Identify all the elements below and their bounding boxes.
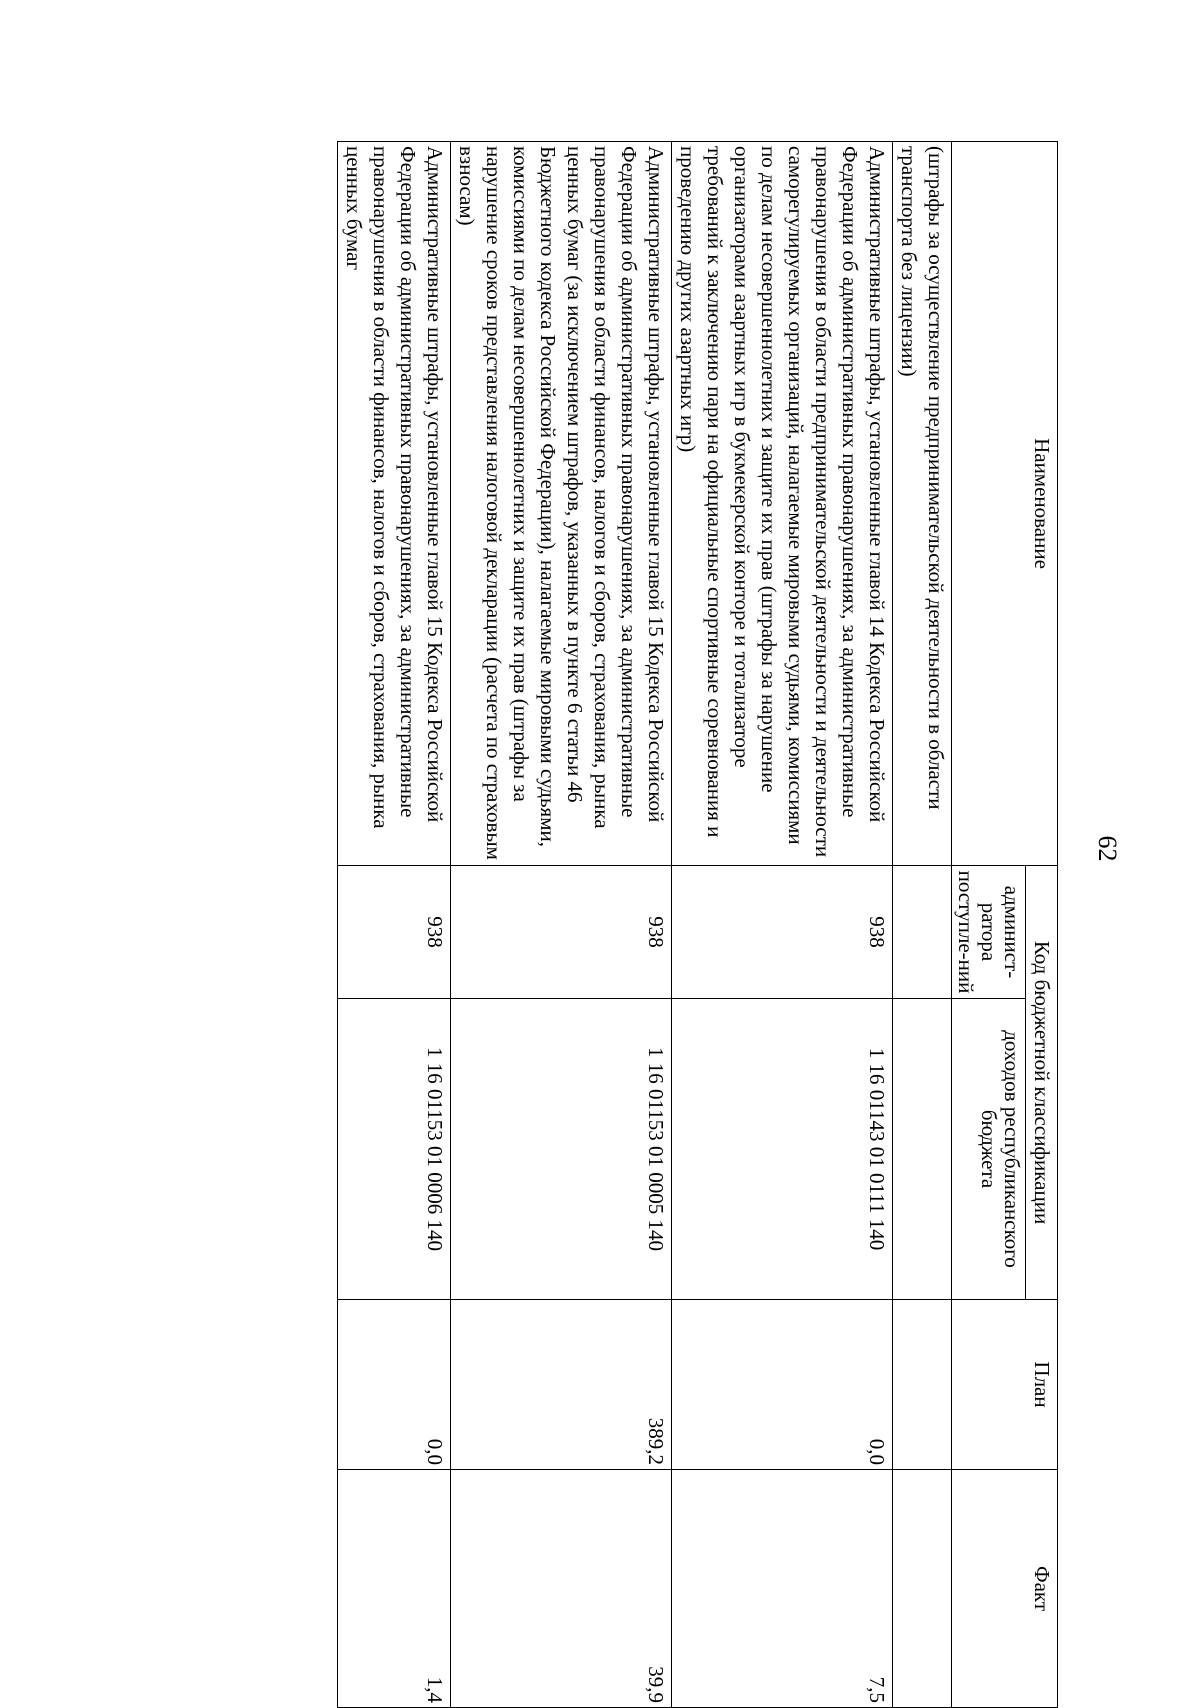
row-name: Административные штрафы, установленные главой 15 Кодекса Российской Федерации об административных правонарушениях, за административные правонарушения в области финансов, налогов и сборов, страхования, рынка ценных бумаг [338, 142, 451, 866]
table-row [451, 142, 672, 1708]
row-name: (штрафы за осуществление предпринимательской деятельности в области транспорта без лицензии) [893, 142, 952, 866]
header-fact: Факт [952, 1470, 1058, 1708]
row-admin-code [893, 866, 952, 999]
row-admin-code: 938 [451, 866, 672, 999]
row-fact: 39,9 [451, 1470, 672, 1708]
row-admin-code: 938 [672, 866, 893, 999]
header-row [1026, 142, 1058, 1708]
table-row [338, 142, 451, 1708]
header-admin: админист-ратора поступле-ний [952, 866, 1026, 999]
table-row [893, 142, 952, 1708]
budget-table [337, 141, 1058, 1708]
row-income-code [893, 999, 952, 1300]
row-income-code: 1 16 01153 01 0006 140 [338, 999, 451, 1300]
row-income-code: 1 16 01143 01 0111 140 [672, 999, 893, 1300]
row-fact: 7,5 [672, 1470, 893, 1708]
header-name: Наименование [952, 142, 1058, 866]
row-income-code: 1 16 01153 01 0005 140 [451, 999, 672, 1300]
header-plan: План [952, 1300, 1058, 1470]
row-plan [893, 1300, 952, 1470]
row-name: Административные штрафы, установленные главой 15 Кодекса Российской Федерации об административных правонарушениях, за административные правонарушения в области финансов, налогов и сборов, страхования, рынка ценных бумаг (за исключением штрафов, указанных в пункте 6 статьи 46 Бюджетного кодекса Российской Федерации), налагаемые мировыми судьями, комиссиями по делам несовершеннолетних и защите их прав (штрафы за нарушение сроков представления налоговой декларации (расчета по страховым взносам) [451, 142, 672, 866]
row-plan: 0,0 [672, 1300, 893, 1470]
row-fact [893, 1470, 952, 1708]
page-number: 62 [1093, 835, 1122, 862]
row-name: Административные штрафы, установленные главой 14 Кодекса Российской Федерации об административных правонарушениях, за административные правонарушения в области предпринимательской деятельности и деятельности саморегулируемых организаций, налагаемые мировыми судьями, комиссиями по делам несовершеннолетних и защите их прав (штрафы за нарушение организаторами азартных игр в букмекерской конторе и тотализаторе требований к заключению пари на официальные спортивные соревнования и проведению других азартных игр) [672, 142, 893, 866]
header-income: доходов республиканского бюджета [952, 999, 1026, 1300]
row-plan: 0,0 [338, 1300, 451, 1470]
row-admin-code: 938 [338, 866, 451, 999]
row-plan: 389,2 [451, 1300, 672, 1470]
table-row [672, 142, 893, 1708]
row-fact: 1,4 [338, 1470, 451, 1708]
header-code-group: Код бюджетной классификации [1026, 866, 1058, 1300]
